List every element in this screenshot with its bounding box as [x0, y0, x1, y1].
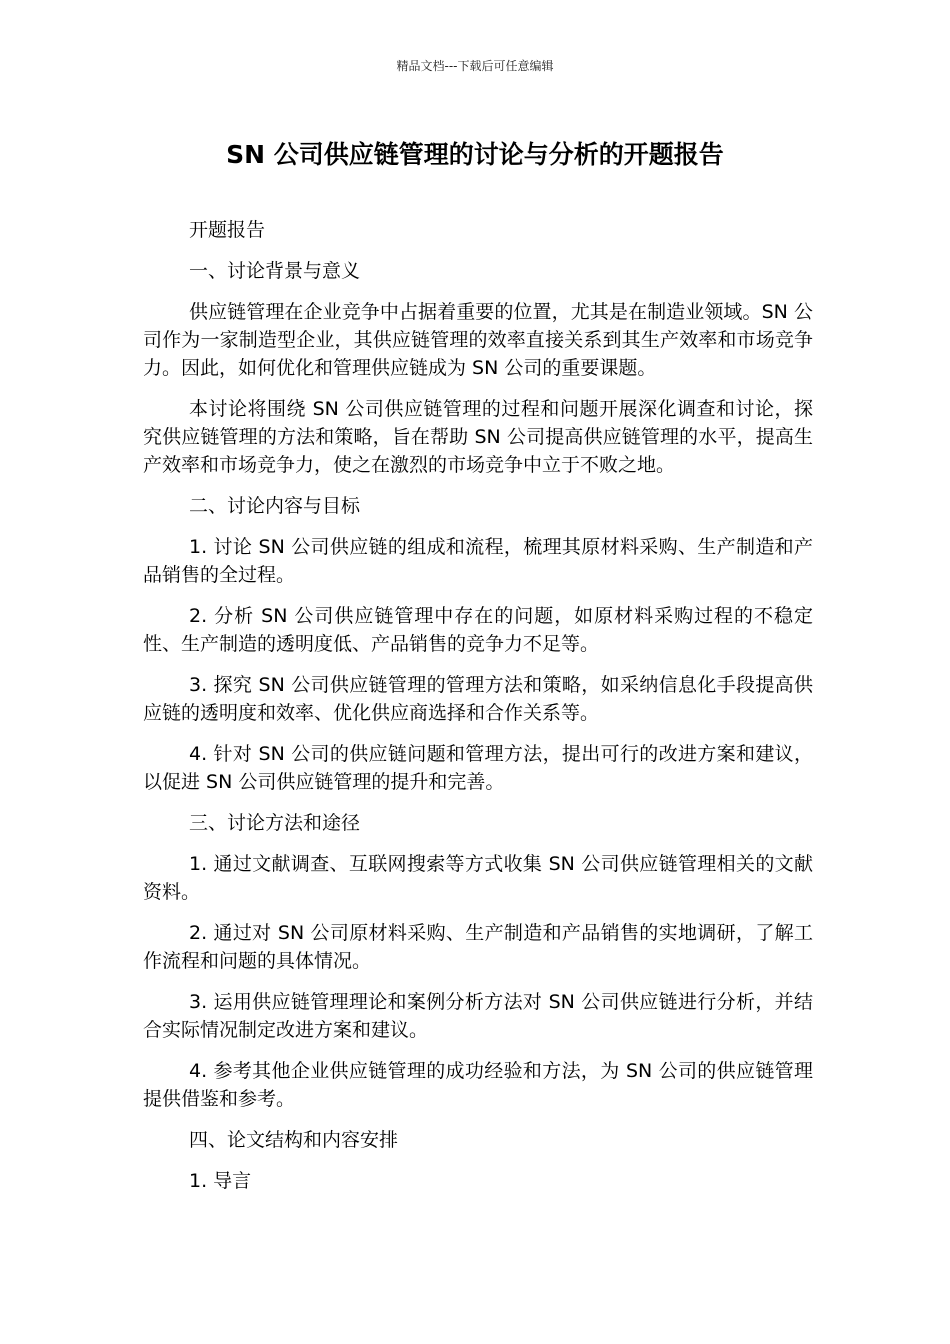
paragraph: 供应链管理在企业竞争中占据着重要的位置，尤其是在制造业领域。SN 公司作为一家制造型企业，其供应链管理的效率直接关系到其生产效率和市场竞争力。因此，如何优化和管理供应链成为 SN 公司的重要课题。 — [143, 301, 813, 379]
list-item: 1. 导言 — [189, 1170, 252, 1192]
section-heading-methods: 三、讨论方法和途径 — [189, 812, 361, 834]
list-item: 4. 参考其他企业供应链管理的成功经验和方法，为 SN 公司的供应链管理提供借鉴和参考。 — [143, 1060, 813, 1110]
document-title: SN 公司供应链管理的讨论与分析的开题报告 — [226, 140, 724, 169]
list-item: 3. 探究 SN 公司供应链管理的管理方法和策略，如采纳信息化手段提高供应链的透明度和效率、优化供应商选择和合作关系等。 — [143, 674, 813, 724]
paragraph-report-label: 开题报告 — [189, 219, 266, 241]
section-heading-structure: 四、论文结构和内容安排 — [189, 1129, 399, 1151]
list-item: 1. 讨论 SN 公司供应链的组成和流程，梳理其原材料采购、生产制造和产品销售的全过程。 — [143, 536, 813, 586]
list-item: 2. 通过对 SN 公司原材料采购、生产制造和产品销售的实地调研，了解工作流程和问题的具体情况。 — [143, 922, 813, 972]
header-note: 精品文档---下载后可任意编辑 — [396, 59, 554, 73]
paragraph: 本讨论将围绕 SN 公司供应链管理的过程和问题开展深化调查和讨论，探究供应链管理的方法和策略，旨在帮助 SN 公司提高供应链管理的水平，提高生产效率和市场竞争力，使之在激烈的市场竞争中立于不败之地。 — [143, 398, 813, 476]
list-item: 2. 分析 SN 公司供应链管理中存在的问题，如原材料采购过程的不稳定性、生产制造的透明度低、产品销售的竞争力不足等。 — [143, 605, 813, 655]
list-item: 3. 运用供应链管理理论和案例分析方法对 SN 公司供应链进行分析，并结合实际情况制定改进方案和建议。 — [143, 991, 813, 1041]
document-body — [143, 216, 813, 1208]
list-item: 1. 通过文献调查、互联网搜索等方式收集 SN 公司供应链管理相关的文献资料。 — [143, 853, 813, 903]
section-heading-content-goals: 二、讨论内容与目标 — [189, 495, 361, 517]
list-item: 4. 针对 SN 公司的供应链问题和管理方法，提出可行的改进方案和建议，以促进 SN 公司供应链管理的提升和完善。 — [143, 743, 813, 793]
section-heading-background: 一、讨论背景与意义 — [189, 260, 361, 282]
